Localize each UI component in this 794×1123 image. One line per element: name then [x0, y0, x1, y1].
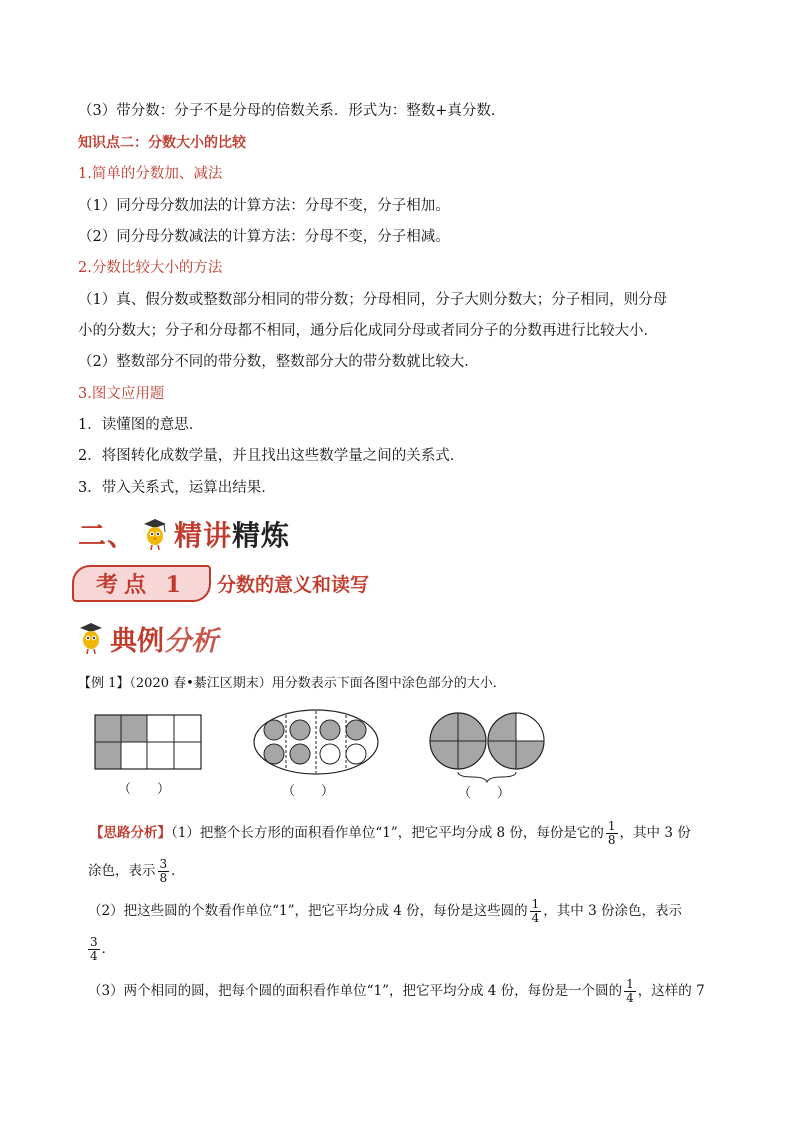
- owl-mascot-icon: [140, 516, 170, 552]
- topic-banner: [72, 566, 369, 600]
- topic-badge: 考点 1: [72, 565, 211, 602]
- text-line: （2）同分母分数减法的计算方法：分母不变，分子相减。: [78, 229, 450, 245]
- section-title: [78, 514, 290, 554]
- example-text: （2020 春•綦江区期末）用分数表示下面各图中涂色部分的大小．: [129, 676, 506, 691]
- analysis-text: （1）把整个长方形的面积看作单位“1”，把它平均分成 8 份，每份是它的: [171, 825, 604, 841]
- fraction-3-8: $\frac{3}{8}$: [159, 857, 168, 885]
- analysis-line-2: [88, 858, 185, 885]
- fraction-3-4: $\frac{3}{4}$: [90, 935, 98, 963]
- analysis-text: ．: [101, 941, 116, 957]
- text-line: （1）同分母分数加法的计算方法：分母不变，分子相加。: [78, 198, 450, 214]
- fraction-1-4: $\frac{1}{4}$: [626, 977, 634, 1005]
- text-line: （3）带分数：分子不是分母的倍数关系．形式为：整数+真分数．: [78, 103, 506, 119]
- analysis-text: （2）把这些圆的个数看作单位“1”，把它平均分成 4 份，每份是这些圆的: [88, 903, 528, 919]
- text-line: 1．读懂图的意思．: [78, 417, 204, 433]
- rectangle-figure: [94, 714, 202, 770]
- example-tag: 【例 1】: [78, 676, 130, 691]
- example-question: [78, 674, 506, 694]
- section-number: 二、: [78, 519, 137, 552]
- analysis-text: ，这样的 7: [637, 983, 705, 999]
- analysis-line-1: [90, 820, 691, 847]
- analysis-text: ，其中 3 份涂色，表示: [543, 903, 682, 919]
- two-circles-figure: [428, 712, 548, 784]
- analysis-text: ，其中 3 份: [619, 825, 691, 841]
- section-heading: 2.分数比较大小的方法: [78, 260, 223, 276]
- text-line: 小的分数大；分子和分母都不相同，通分后化成同分母或者同分子的分数再进行比较大小．: [78, 323, 658, 339]
- oval-circles-figure: [252, 708, 380, 776]
- section-heading: 1.简单的分数加、减法: [78, 166, 223, 182]
- analysis-text: （3）两个相同的圆，把每个圆的面积看作单位“1”，把它平均分成 4 份，每份是一个圆的: [88, 983, 623, 999]
- analysis-tag: 【思路分析】: [90, 825, 171, 841]
- text-line: （1）真、假分数或整数部分相同的带分数；分母相同，分子大则分数大；分子相同，则分母: [78, 292, 668, 308]
- answer-blank: （ ）: [118, 782, 171, 797]
- owl-mascot-icon: [76, 620, 106, 656]
- example-analysis-heading: [72, 618, 218, 658]
- analysis-text: 涂色，表示: [88, 863, 156, 879]
- topic-title: 分数的意义和读写: [216, 573, 369, 596]
- analysis-text: ．: [171, 863, 185, 879]
- analysis-line-4: [86, 936, 115, 963]
- section-heading: 3.图文应用题: [78, 386, 165, 402]
- fraction-1-4: $\frac{1}{4}$: [531, 897, 540, 925]
- fraction-1-8: $\frac{1}{8}$: [607, 819, 616, 847]
- knowledge-point-heading: 知识点二：分数大小的比较: [78, 135, 246, 151]
- heading-part1: 典例: [110, 625, 164, 657]
- section-title-part2: 精炼: [232, 519, 291, 552]
- analysis-line-5: [88, 978, 705, 1005]
- section-title-part1: 精讲: [174, 519, 233, 552]
- text-line: 3．带入关系式，运算出结果．: [78, 480, 276, 496]
- text-line: （2）整数部分不同的带分数，整数部分大的带分数就比较大．: [78, 354, 479, 370]
- answer-blank: （ ）: [282, 784, 335, 799]
- analysis-line-3: [88, 898, 682, 925]
- answer-blank: （ ）: [458, 786, 511, 801]
- text-line: 2．将图转化成数学量，并且找出这些数学量之间的关系式．: [78, 448, 465, 464]
- heading-part2: 分析: [164, 625, 218, 657]
